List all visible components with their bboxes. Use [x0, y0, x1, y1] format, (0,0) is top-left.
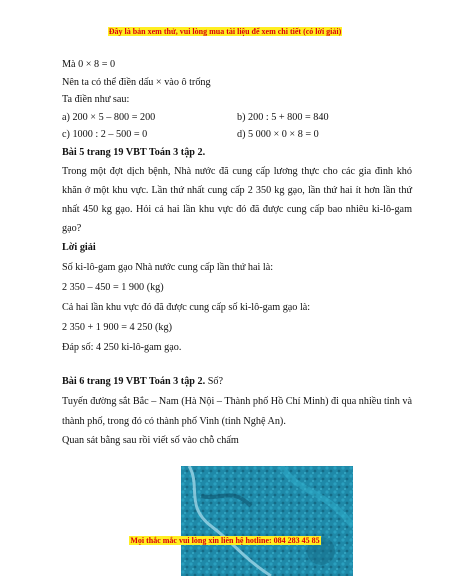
preview-banner — [0, 27, 450, 36]
text-line: Mà 0 × 8 = 0 — [62, 59, 116, 70]
exercise-6-header — [62, 372, 412, 392]
document-body — [62, 56, 412, 451]
exercise-6-problem: Tuyến đường sắt Bắc – Nam (Hà Nội – Thành phố Hồ Chí Minh) đi qua nhiều tỉnh và thành phố, trong đó có thành phố Vinh (tỉnh Nghệ An). — [62, 396, 412, 427]
solution-answer: Đáp số: 4 250 ki-lô-gam gạo. — [62, 342, 182, 354]
preview-banner-text: Đây là bản xem thử, vui lòng mua tài liệu để xem chi tiết (có lời giải) — [108, 27, 342, 36]
text-line: Ta điền như sau: — [62, 94, 130, 106]
solution-heading: Lời giải — [62, 242, 96, 254]
hotline-footer — [0, 536, 450, 545]
answer-c: c) 1000 : 2 – 500 = 0 — [62, 129, 148, 141]
railway-map-image — [181, 466, 353, 576]
text-line: Nên ta có thể điền dấu × vào ô trống — [62, 76, 211, 88]
answer-a: a) 200 × 5 – 800 = 200 — [62, 111, 156, 123]
exercise-6-title: Bài 6 trang 19 VBT Toán 3 tập 2. — [62, 376, 206, 388]
solution-line: Số ki-lô-gam gạo Nhà nước cung cấp lần thứ hai là: — [62, 262, 274, 274]
answer-b: b) 200 : 5 + 800 = 840 — [237, 111, 329, 123]
answer-d: d) 5 000 × 0 × 8 = 0 — [237, 129, 319, 141]
exercise-5-problem: Trong một đợt dịch bệnh, Nhà nước đã cung cấp lương thực cho các gia đình khó khăn ở một khu vực. Lần thứ nhất cung cấp 2 350 kg gạo, lần thứ hai ít hơn lần thứ nhất 450 kg gạo. Hỏi cả hai lần khu vực đó đã được cung cấp bao nhiêu ki-lô-gam gạo? — [62, 165, 412, 235]
answer-row-ab — [62, 109, 412, 127]
solution-line: 2 350 + 1 900 = 4 250 (kg) — [62, 322, 172, 334]
map-illustration — [181, 466, 353, 576]
answer-row-cd — [62, 126, 412, 144]
solution-line: Cả hai lần khu vực đó đã được cung cấp số ki-lô-gam gạo là: — [62, 302, 311, 314]
solution-line: 2 350 – 450 = 1 900 (kg) — [62, 282, 164, 294]
exercise-6-instruction: Quan sát bằng sau rồi viết số vào chỗ chấm — [62, 434, 239, 446]
hotline-text: Mọi thắc mắc vui lòng xin liên hệ hotline: 084 283 45 85 — [130, 536, 320, 545]
exercise-6-question: Số? — [205, 376, 223, 388]
exercise-5-title: Bài 5 trang 19 VBT Toán 3 tập 2. — [62, 146, 206, 158]
